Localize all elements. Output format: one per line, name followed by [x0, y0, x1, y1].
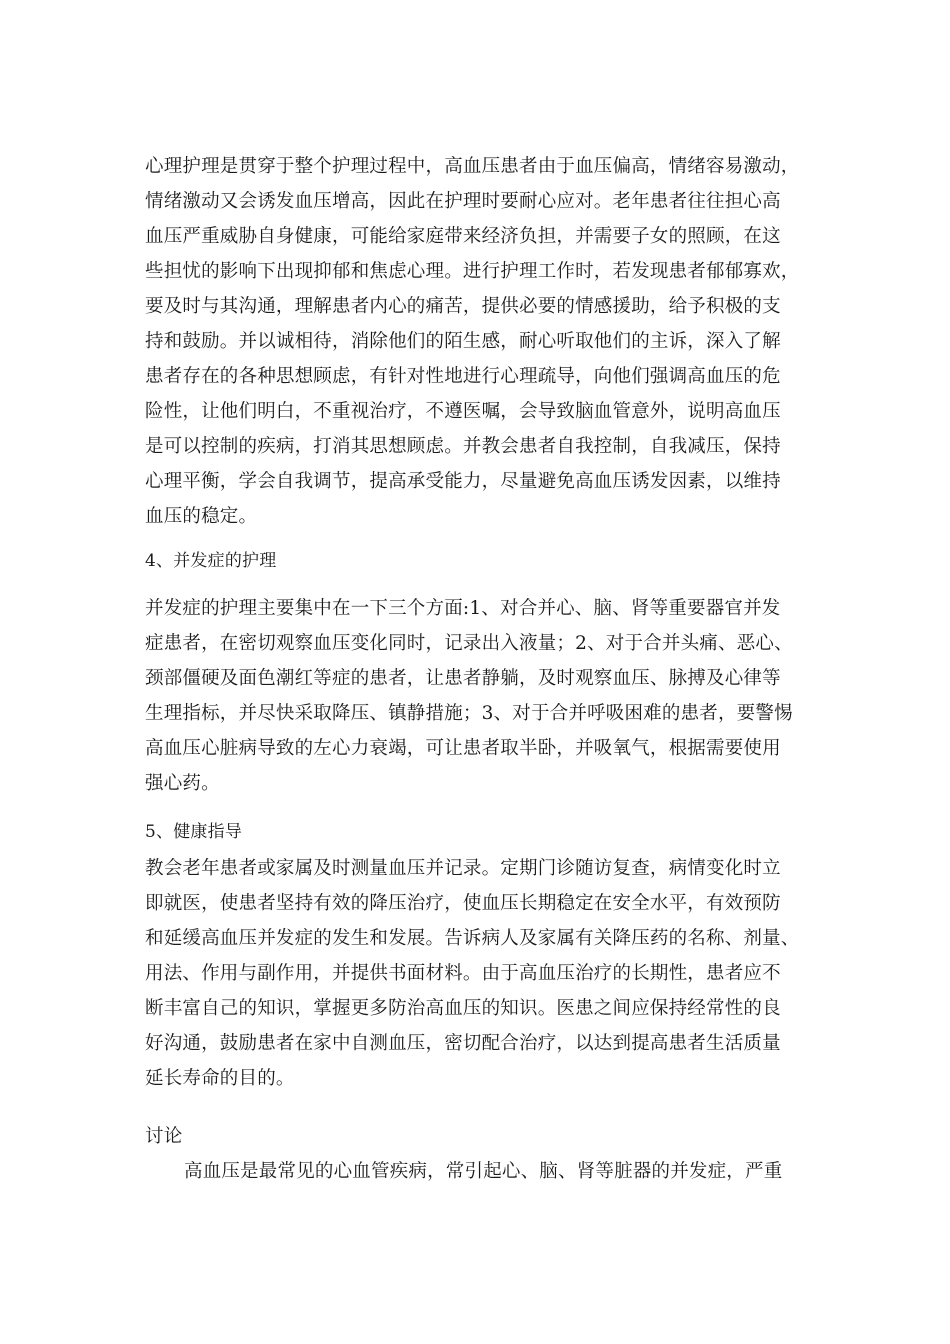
text-line: 险性，让他们明白，不重视治疗，不遵医嘱，会导致脑血管意外，说明高血压: [145, 401, 781, 422]
text-line: 症患者，在密切观察血压变化同时，记录出入液量；2、对于合并头痛、恶心、: [145, 633, 793, 654]
section-heading: 4、并发症的护理: [145, 551, 277, 571]
text-line: 生理指标，并尽快采取降压、镇静措施；3、对于合并呼吸困难的患者，要警惕: [145, 703, 793, 724]
text-line: 血压严重威胁自身健康，可能给家庭带来经济负担，并需要子女的照顾，在这: [145, 226, 781, 247]
text-line: 血压的稳定。: [145, 506, 258, 527]
section-heading: 讨论: [145, 1126, 183, 1147]
text-line: 延长寿命的目的。: [145, 1068, 295, 1089]
text-line: 教会老年患者或家属及时测量血压并记录。定期门诊随访复查，病情变化时立: [145, 858, 781, 879]
text-line: 强心药。: [145, 773, 220, 794]
text-line: 要及时与其沟通，理解患者内心的痛苦，提供必要的情感援助，给予积极的支: [145, 296, 781, 317]
text-line: 并发症的护理主要集中在一下三个方面:1、对合并心、脑、肾等重要器官并发: [145, 598, 781, 619]
text-line: 用法、作用与副作用，并提供书面材料。由于高血压治疗的长期性，患者应不: [145, 963, 781, 984]
section-heading: 5、健康指导: [145, 822, 243, 842]
text-line: 心理护理是贯穿于整个护理过程中，高血压患者由于血压偏高，情绪容易激动，: [145, 156, 800, 177]
text-line: 些担忧的影响下出现抑郁和焦虑心理。进行护理工作时，若发现患者郁郁寡欢，: [145, 261, 800, 282]
text-line: 高血压心脏病导致的左心力衰竭，可让患者取半卧，并吸氧气，根据需要使用: [145, 738, 781, 759]
text-line: 持和鼓励。并以诚相待，消除他们的陌生感，耐心听取他们的主诉，深入了解: [145, 331, 781, 352]
text-line: 即就医，使患者坚持有效的降压治疗，使血压长期稳定在安全水平，有效预防: [145, 893, 781, 914]
text-line: 断丰富自己的知识，掌握更多防治高血压的知识。医患之间应保持经常性的良: [145, 998, 781, 1019]
text-line: 情绪激动又会诱发血压增高，因此在护理时要耐心应对。老年患者往往担心高: [145, 191, 781, 212]
text-line: 心理平衡，学会自我调节，提高承受能力，尽量避免高血压诱发因素，以维持: [145, 471, 781, 492]
text-line: 患者存在的各种思想顾虑，有针对性地进行心理疏导，向他们强调高血压的危: [145, 366, 781, 387]
text-line: 好沟通，鼓励患者在家中自测血压，密切配合治疗，以达到提高患者生活质量: [145, 1033, 781, 1054]
text-line: 高血压是最常见的心血管疾病，常引起心、脑、肾等脏器的并发症，严重: [184, 1161, 783, 1182]
text-line: 是可以控制的疾病，打消其思想顾虑。并教会患者自我控制，自我减压，保持: [145, 436, 781, 457]
text-line: 和延缓高血压并发症的发生和发展。告诉病人及家属有关降压药的名称、剂量、: [145, 928, 800, 949]
text-line: 颈部僵硬及面色潮红等症的患者，让患者静躺，及时观察血压、脉搏及心律等: [145, 668, 781, 689]
